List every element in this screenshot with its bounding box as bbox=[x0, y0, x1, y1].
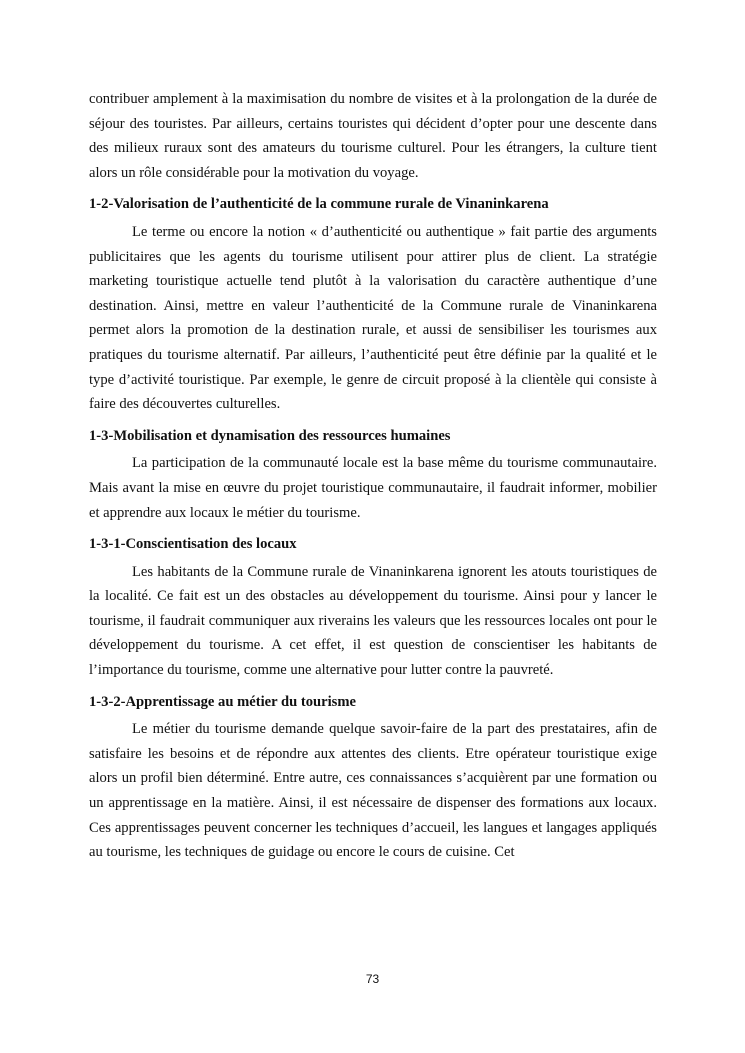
section-heading-1-3-2: 1-3-2-Apprentissage au métier du tourisme bbox=[89, 693, 356, 710]
section-paragraph-1-3-2: Le métier du tourisme demande quelque savoir-faire de la part des prestataires, afin de satisfaire les besoins et de répondre aux attentes des clients. Etre opérateur touristique exige alors un profil bien déterminé. Entre autre, ces connaissances s’acquièrent par une formation ou un apprentissage en la matière. Ainsi, il est nécessaire de dispenser des formations aux locaux. Ces apprentissages peuvent concerner les techniques d’accueil, les langues et langages appliqués au tourisme, les techniques de guidage ou encore le cours de cuisine. Cet bbox=[89, 721, 657, 861]
section-heading-1-3-1: 1-3-1-Conscientisation des locaux bbox=[89, 536, 297, 553]
page-number: 73 bbox=[365, 972, 380, 986]
page-body bbox=[89, 87, 657, 865]
section-paragraph-1-3: La participation de la communauté locale est la base même du tourisme communautaire. Mais avant la mise en œuvre du projet touristique communautaire, il faudrait informer, mobilier et apprendre aux locaux le métier du tourisme. bbox=[89, 455, 657, 521]
section-heading-1-3: 1-3-Mobilisation et dynamisation des ressources humaines bbox=[89, 427, 451, 444]
section-paragraph-1-3-1: Les habitants de la Commune rurale de Vinaninkarena ignorent les atouts touristiques de la localité. Ce fait est un des obstacles au développement du tourisme. Ainsi pour y lancer le tourisme, il faudrait communiquer aux riverains les valeurs que les ressources locales ont pour le développement du tourisme. A cet effet, il est question de conscientiser les habitants de l’importance du tourisme, comme une alternative pour lutter contre la pauvreté. bbox=[89, 563, 657, 679]
section-heading-1-2: 1-2-Valorisation de l’authenticité de la commune rurale de Vinaninkarena bbox=[89, 196, 549, 213]
intro-paragraph: contribuer amplement à la maximisation du nombre de visites et à la prolongation de la durée de séjour des touristes. Par ailleurs, certains touristes qui décident d’opter pour une descente dans des milieux ruraux sont des amateurs du tourisme culturel. Pour les étrangers, la culture tient alors un rôle considérable pour la motivation du voyage. bbox=[89, 91, 657, 181]
section-paragraph-1-2: Le terme ou encore la notion « d’authenticité ou authentique » fait partie des arguments publicitaires que les agents du tourisme utilisent pour attirer plus de client. La stratégie marketing touristique actuelle tend plutôt à la valorisation du caractère authentique d’une destination. Ainsi, mettre en valeur l’authenticité de la Commune rurale de Vinaninkarena permet alors la promotion de la destination rurale, et aussi de sensibiliser les tourismes aux pratiques du tourisme alternatif. Par ailleurs, l’authenticité peut être définie par la qualité et le type d’activité touristique. Par exemple, le genre de circuit proposé à la clientèle qui consiste à faire des découvertes culturelles. bbox=[89, 223, 657, 413]
